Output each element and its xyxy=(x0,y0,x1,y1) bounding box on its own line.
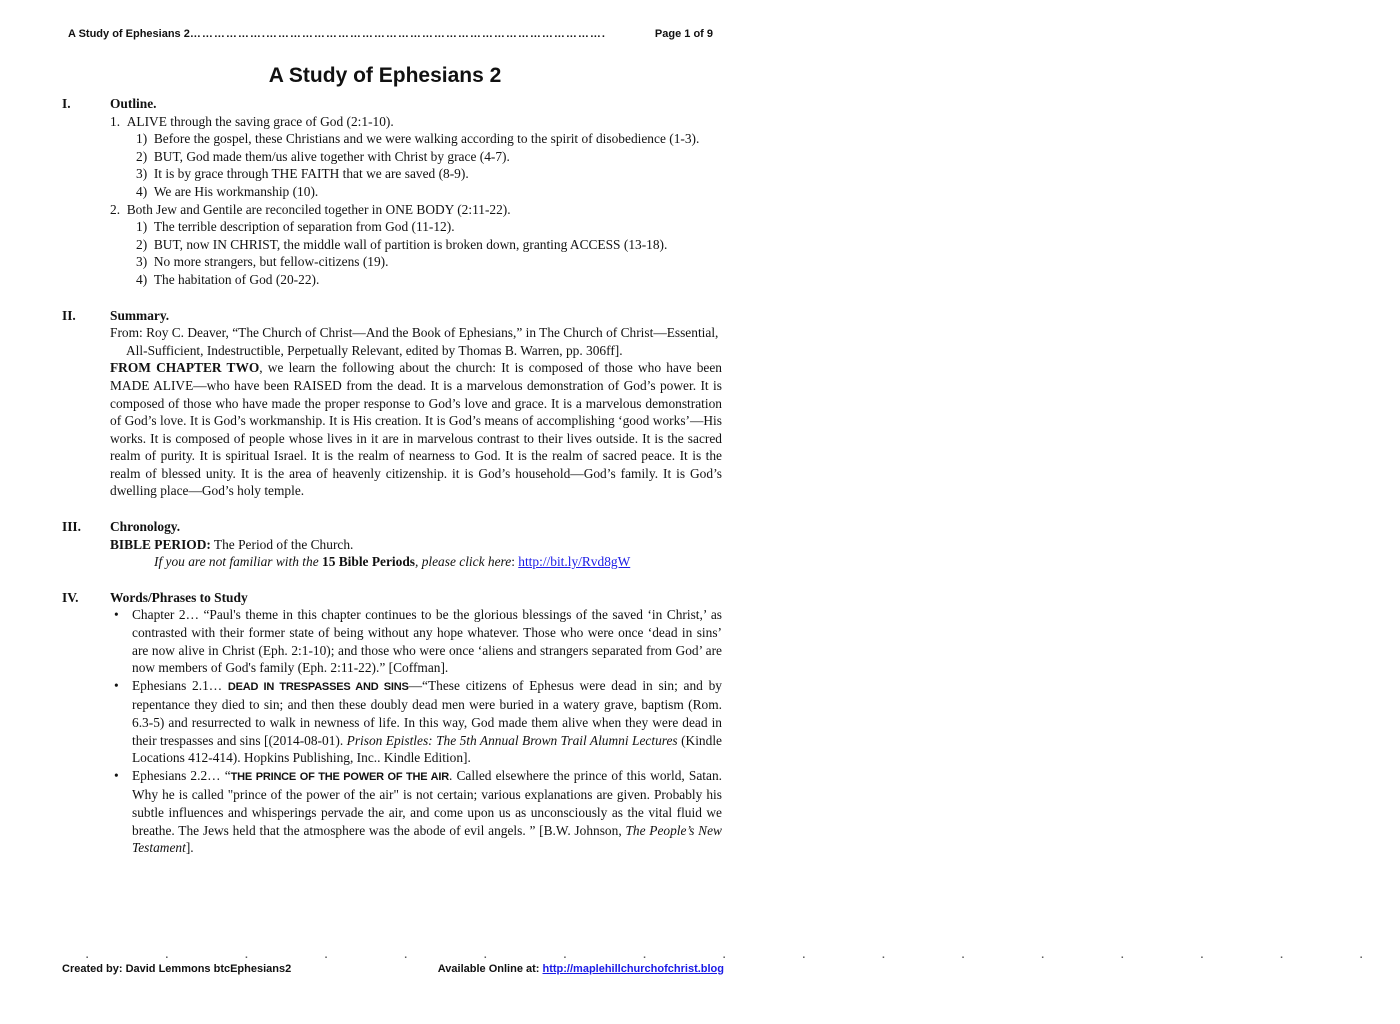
section-heading: Summary. xyxy=(110,307,170,323)
outline-subitem: 1) The terrible description of separation from God (11-12). xyxy=(136,219,455,235)
footer-online-label: Available Online at: xyxy=(437,963,543,975)
book-title: Prison Epistles: The 5th Annual Brown Trail Alumni Lectures xyxy=(346,732,678,748)
section-numeral: III. xyxy=(62,519,81,535)
bullet-text: Chapter 2… “Paul's theme in this chapter continues to be the glorious blessings of the saved ‘in Christ,’ as contrasted with their former state of being without any hope whatever. Those who were once ‘dead in sins’ are now alive in Christ (Eph. 2:1-10); and those who were once ‘aliens and strangers separated from God’ are now members of God's family (Eph. 2:11-22).” [Coffman]. xyxy=(132,607,722,676)
note-bold: 15 Bible Periods xyxy=(322,554,415,570)
section-chronology xyxy=(0,518,770,571)
header-leader-dots: ……………….…………………………………………………………………………. xyxy=(189,28,606,40)
bible-period-line xyxy=(110,536,722,554)
bullet-text: . Called elsewhere the prince of this world, Satan. Why he is called "prince of the power of the air" is not certain; various explanations are given. Probably his subtle influences and whisperings pervade the air, and come upon us as unconsciously as the vital fluid we breathe. The Jews held that the atmosphere was the abode of evil angels. ” [B.W. Johnson, xyxy=(132,767,722,838)
bullet-text: —“These citizens of Ephesus were dead in sin; and by repentance they died to sin; and then these doubly dead men were buried in a watery grave, baptism (Rom. 6.3-5) and resurrected to walk in newness of life. In this way, God made them alive when they were dead in their trespasses and sins [(2014-08-01). xyxy=(132,677,722,748)
study-bullet xyxy=(110,677,722,767)
bible-period-value: The Period of the Church. xyxy=(210,536,354,552)
note-colon: : xyxy=(511,554,519,570)
outline-item-1: 1. ALIVE through the saving grace of God (2:1-10). xyxy=(110,113,394,129)
outline-subitem: 2) BUT, God made them/us alive together with Christ by grace (4-7). xyxy=(136,148,510,164)
study-bullet xyxy=(110,767,722,857)
section-heading: Chronology. xyxy=(110,519,181,535)
summary-body: , we learn the following about the church: It is composed of those who have been MADE ALIVE—who have been RAISED from the dead. It is a marvelous demonstration of God’s power. It is composed of those who have made the proper response to God’s love and grace. It is a marvelous demonstration of God’s love. It is God’s workmanship. It is His creation. It is God’s means of accomplishing ‘good works’—His works. It is composed of people whose lives in it are in marvelous contrast to their lives outside. It is the sacred realm of purity. It is spiritual Israel. It is the realm of nearness to God. It is the realm of sacred peace. It is the realm of blessed unity. It is the area of heavenly citizenship. it is God’s household—God’s family. It is God’s dwelling place—God’s holy temple. xyxy=(110,360,722,499)
bullet-text: ]. xyxy=(185,840,194,856)
study-bullet xyxy=(110,606,722,676)
footer-online xyxy=(438,963,724,975)
outline-subitem: 3) It is by grace through THE FAITH that we are saved (8-9). xyxy=(136,166,469,182)
section-heading: Words/Phrases to Study xyxy=(110,589,248,605)
outline-subitem: 4) The habitation of God (20-22). xyxy=(136,271,320,287)
bullet-icon: • xyxy=(114,607,119,623)
study-phrase: THE PRINCE OF THE POWER OF THE AIR xyxy=(230,770,450,783)
summary-source: From: Roy C. Deaver, “The Church of Christ—And the Book of Ephesians,” in The Church of Christ—Essential, All-Sufficient, Indestructible, Perpetually Relevant, edited by Thomas B. Warren, pp. 306ff]. xyxy=(110,325,719,358)
summary-paragraph xyxy=(110,359,722,500)
page-footer xyxy=(62,963,724,975)
document-title: A Study of Ephesians 2 xyxy=(268,64,502,87)
summary-lead: FROM CHAPTER TWO xyxy=(110,360,260,376)
outline-subitem: 4) We are His workmanship (10). xyxy=(136,183,319,199)
header-page-number: Page 1 of 9 xyxy=(654,28,713,40)
document-body xyxy=(0,95,770,857)
bullet-text: (Kindle Locations 412-414). Hopkins Publishing, Inc.. Kindle Edition]. xyxy=(132,732,722,766)
section-words-phrases xyxy=(0,589,770,857)
bible-periods-link[interactable]: http://bit.ly/Rvd8gW xyxy=(518,554,631,570)
note-text: , please xyxy=(415,554,460,570)
note-text: click here xyxy=(459,554,512,570)
page-header xyxy=(68,28,713,40)
bullet-text: Ephesians 2.2… “ xyxy=(132,767,231,783)
footer-blog-link[interactable]: http://maplehillchurchofchrist.blog xyxy=(542,963,724,975)
section-numeral: IV. xyxy=(62,589,79,605)
outline-item-2: 2. Both Jew and Gentile are reconciled together in ONE BODY (2:11-22). xyxy=(110,201,511,217)
bullet-text: Ephesians 2.1… xyxy=(132,677,228,693)
footer-credit: Created by: David Lemmons btcEphesians2 xyxy=(62,963,292,975)
section-outline xyxy=(0,95,770,289)
section-numeral: I. xyxy=(62,96,71,111)
outline-subitem: 2) BUT, now IN CHRIST, the middle wall of partition is broken down, granting ACCESS (13-18). xyxy=(136,236,668,252)
section-numeral: II. xyxy=(62,307,76,323)
note-text: If you are not familiar with the xyxy=(154,554,322,570)
outline-subitem: 3) No more strangers, but fellow-citizens (19). xyxy=(136,254,389,270)
outline-subitem: 1) Before the gospel, these Christians and we were walking according to the spirit of disobedience (1-3). xyxy=(136,131,700,147)
bullet-icon: • xyxy=(114,767,119,783)
bible-period-label: BIBLE PERIOD: xyxy=(110,536,211,552)
section-summary xyxy=(0,307,770,501)
book-title: The People’s New Testament xyxy=(132,822,722,856)
section-heading: Outline. xyxy=(110,96,157,111)
header-title: A Study of Ephesians 2 xyxy=(68,28,190,40)
bible-periods-note xyxy=(110,553,722,571)
footer-marks: ▪ ▪ ▪ ▪ ▪ ▪ ▪ ▪ ▪ ▪ ▪ ▪ ▪ ▪ ▪ ▪ ▪ xyxy=(86,955,1400,961)
bullet-icon: • xyxy=(114,677,119,693)
study-phrase: DEAD IN TRESPASSES AND SINS xyxy=(227,680,409,693)
